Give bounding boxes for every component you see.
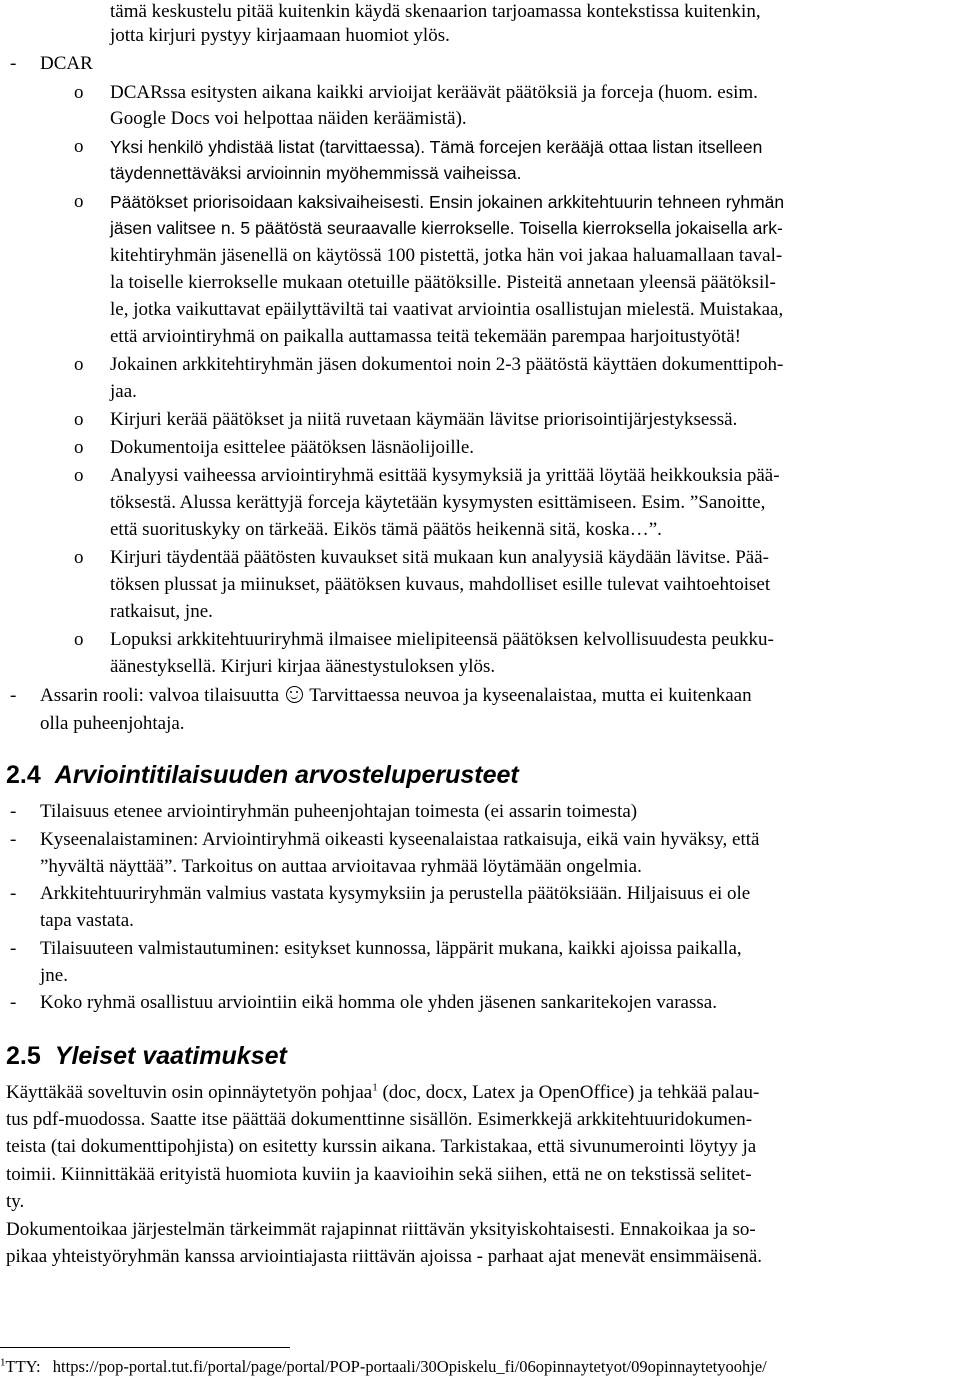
dcar-item-line: töksen plussat ja miinukset, päätöksen kuvaus, mahdolliset esille tulevat vaihtoehtoiset — [110, 574, 771, 595]
dcar-item-line: la toiselle kierrokselle mukaan otetuille päätöksille. Pisteitä annetaan yleensä päätöksil- — [110, 272, 776, 293]
circle-bullet: o — [74, 409, 84, 430]
assari-line: olla puheenjohtaja. — [40, 713, 185, 734]
dcar-item-line: äänestyksellä. Kirjuri kirjaa äänestystuloksen ylös. — [110, 656, 496, 677]
footnote-ref: 1 — [372, 1081, 378, 1094]
dcar-item-line: Kirjuri täydentää päätösten kuvaukset sitä mukaan kun analyysiä käydään lävitse. Pää- — [110, 547, 769, 568]
section-heading — [6, 1041, 287, 1071]
paragraph-line: ty. — [6, 1191, 25, 1212]
dcar-item-line: Lopuksi arkkitehtuuriryhmä ilmaisee mielipiteensä päätöksen kelvollisuudesta peukku- — [110, 629, 774, 650]
paragraph-line: toimii. Kiinnittäkää erityistä huomiota kuviin ja kaavioihin sekä siihen, että ne on tekstissä selitet- — [6, 1164, 752, 1185]
paragraph-line: pikaa yhteistyöryhmän kanssa arviointiajasta riittävän ajoissa - parhaat ajat menevät ensimmäisenä. — [6, 1246, 763, 1267]
footnote-url[interactable]: https://pop-portal.tut.fi/portal/page/portal/POP-portaali/30Opiskelu_fi/06opinnaytetyot/09opinnaytetyoohje/ — [52, 1357, 767, 1376]
section-heading — [6, 760, 519, 790]
dcar-item-line: että arviointiryhmä on paikalla auttamassa teitä tekemään parempaa harjoitustyötä! — [110, 326, 741, 347]
criteria-item-line: ”hyvältä näyttää”. Tarkoitus on auttaa arvioitavaa ryhmää löytämään ongelmia. — [40, 856, 642, 877]
dash-bullet: - — [10, 829, 17, 850]
dash-bullet: - — [10, 992, 17, 1013]
assari-text-after: Tarvittaessa neuvoa ja kyseenalaistaa, mutta ei kuitenkaan — [309, 685, 752, 706]
dcar-label: DCAR — [40, 53, 93, 74]
dash-bullet: - — [10, 685, 17, 706]
criteria-item-line: Koko ryhmä osallistuu arviointiin eikä homma ole yhden jäsenen sankaritekojen varassa. — [40, 992, 717, 1013]
circle-bullet: o — [74, 547, 84, 568]
dcar-item-line: Kirjuri kerää päätökset ja niitä ruvetaan käymään lävitse priorisointijärjestyksessä. — [110, 409, 738, 430]
circle-bullet: o — [74, 437, 84, 458]
criteria-item-line: tapa vastata. — [40, 910, 134, 931]
dcar-item-line: kitehtiryhmän jäsenellä on käytössä 100 pistettä, jotka hän voi jakaa haluamallaan taval- — [110, 245, 783, 266]
dcar-item-line: Analyysi vaiheessa arviointiryhmä esittää kysymyksiä ja yrittää löytää heikkouksia pää- — [110, 465, 780, 486]
criteria-item-line: Arkkitehtuuriryhmän valmius vastata kysymyksiin ja perustella päätöksiään. Hiljaisuus ei ole — [40, 883, 751, 904]
dash-bullet: - — [10, 801, 17, 822]
dash-bullet: - — [10, 53, 17, 74]
continuation-line: jotta kirjuri pystyy kirjaamaan huomiot ylös. — [110, 25, 450, 46]
criteria-item-line: jne. — [40, 965, 68, 986]
circle-bullet: o — [74, 629, 84, 650]
circle-bullet: o — [74, 191, 84, 212]
circle-bullet: o — [74, 354, 84, 375]
dcar-item-line: Dokumentoija esittelee päätöksen läsnäolijoille. — [110, 437, 475, 458]
dcar-item-line: jäsen valitsee n. 5 päätöstä seuraavalle kierrokselle. Toisella kierroksella jokaisella ark- — [110, 218, 783, 238]
dcar-item-line: jaa. — [110, 381, 137, 402]
dcar-item-line: täydennettäväksi arvioinnin myöhemmissä vaiheissa. — [110, 163, 522, 183]
footnote-number: 1 — [0, 1356, 6, 1369]
dcar-item-line: DCARssa esitysten aikana kaikki arvioijat keräävät päätöksiä ja forceja (huom. esim. — [110, 82, 758, 103]
criteria-item-line: Tilaisuus etenee arviointiryhmän puheenjohtajan toimesta (ei assarin toimesta) — [40, 801, 638, 822]
dcar-item-line: Päätökset priorisoidaan kaksivaiheisesti. Ensin jokainen arkkitehtuurin tehneen ryhmän — [110, 192, 785, 212]
paragraph-line — [6, 1081, 759, 1105]
smiley-icon — [286, 686, 303, 703]
paragraph-line: Dokumentoikaa järjestelmän tärkeimmät rajapinnat riittävän yksityiskohtaisesti. Ennakoikaa ja so- — [6, 1219, 756, 1240]
circle-bullet: o — [74, 465, 84, 486]
assari-text-before: Assarin rooli: valvoa tilaisuutta — [40, 685, 280, 706]
paragraph-line: teista (tai dokumenttipohjista) on esitetty kurssin aikana. Tarkistakaa, että sivunumerointi löytyy ja — [6, 1136, 757, 1157]
section-number: 2.4 — [6, 761, 41, 789]
dcar-item-line: le, jotka vaikuttavat epäilyttäviltä tai vaativat arviointia osallistujan mielestä. Muistakaa, — [110, 299, 784, 320]
dash-bullet: - — [10, 883, 17, 904]
section-title: Yleiset vaatimukset — [54, 1042, 287, 1070]
paragraph-line: tus pdf-muodossa. Saatte itse päättää dokumenttinne sisällön. Esimerkkejä arkkitehtuuridokumen- — [6, 1109, 753, 1130]
dcar-item-line: ratkaisut, jne. — [110, 601, 213, 622]
footnote-divider — [0, 1347, 290, 1348]
section-title: Arviointitilaisuuden arvosteluperusteet — [54, 761, 519, 789]
dcar-item-line: Jokainen arkkitehtiryhmän jäsen dokumentoi noin 2-3 päätöstä käyttäen dokumenttipoh- — [110, 354, 784, 375]
paragraph-text: Käyttäkää soveltuvin osin opinnäytetyön pohjaa — [6, 1082, 373, 1103]
continuation-line: tämä keskustelu pitää kuitenkin käydä skenaarion tarjoamassa kontekstissa kuitenkin, — [110, 1, 761, 22]
criteria-item-line: Kyseenalaistaminen: Arviointiryhmä oikeasti kyseenalaistaa ratkaisuja, eikä vain hyväksy, että — [40, 829, 760, 850]
section-number: 2.5 — [6, 1042, 41, 1070]
assari-line — [40, 684, 752, 708]
dcar-item-line: että suorituskyky on tärkeää. Eikös tämä päätös heikennä sitä, koska…”. — [110, 519, 662, 540]
paragraph-text: (doc, docx, Latex ja OpenOffice) ja tehkää palau- — [377, 1082, 760, 1103]
footnote-label: TTY: — [5, 1357, 41, 1376]
criteria-item-line: Tilaisuuteen valmistautuminen: esitykset kunnossa, läppärit mukana, kaikki ajoissa paikalla, — [40, 938, 742, 959]
circle-bullet: o — [74, 136, 84, 157]
circle-bullet: o — [74, 82, 84, 103]
dash-bullet: - — [10, 938, 17, 959]
dcar-item-line: Yksi henkilö yhdistää listat (tarvittaessa). Tämä forcejen kerääjä ottaa listan itselleen — [110, 137, 763, 157]
dcar-item-line: töksestä. Alussa kerättyjä forceja käytetään kysymysten esittämiseen. Esim. ”Sanoitte, — [110, 492, 766, 513]
dcar-item-line: Google Docs voi helpottaa näiden keräämistä). — [110, 108, 467, 129]
footnote — [0, 1356, 767, 1378]
